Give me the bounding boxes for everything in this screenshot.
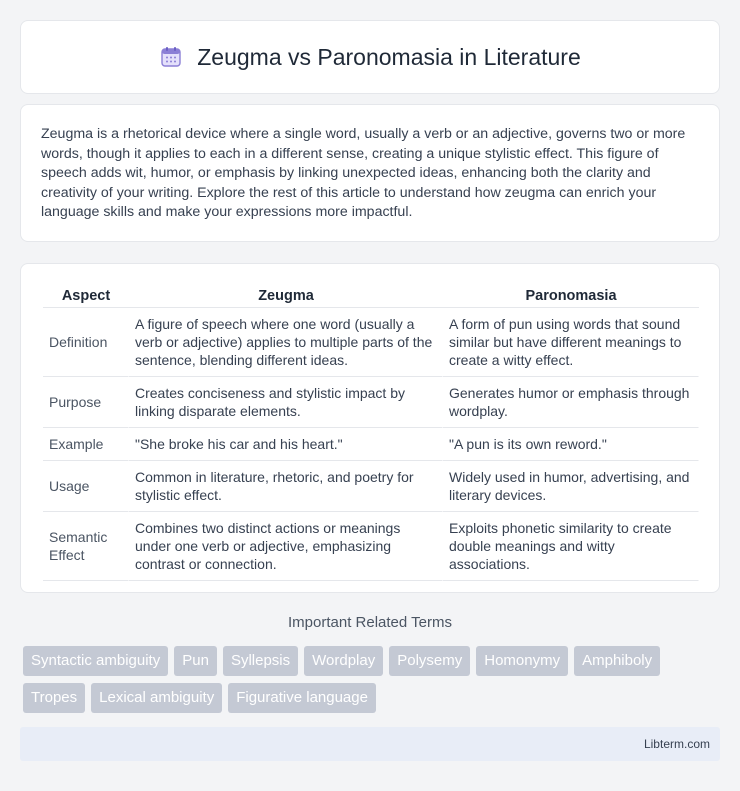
row-zeugma: A figure of speech where one word (usually a verb or adjective) applies to multiple parts of the sentence, blending different ideas. (129, 308, 443, 377)
row-zeugma: Combines two distinct actions or meanings under one verb or adjective, emphasizing contrast or connection. (129, 512, 443, 581)
tag-homonymy[interactable]: Homonymy (476, 646, 568, 676)
tag-amphiboly[interactable]: Amphiboly (574, 646, 660, 676)
row-aspect: Purpose (43, 377, 129, 428)
related-terms-title: Important Related Terms (288, 614, 452, 631)
row-aspect: Usage (43, 461, 129, 512)
tag-wordplay[interactable]: Wordplay (304, 646, 383, 676)
table-row (43, 428, 699, 461)
row-zeugma: Creates conciseness and stylistic impact by linking disparate elements. (129, 377, 443, 428)
tag-syllepsis[interactable]: Syllepsis (223, 646, 298, 676)
tag-figurative-language[interactable]: Figurative language (228, 683, 376, 713)
table-row (43, 512, 699, 581)
row-paronomasia: Widely used in humor, advertising, and literary devices. (443, 461, 699, 512)
row-paronomasia: "A pun is its own reword." (443, 428, 699, 461)
calendar-icon (159, 45, 183, 69)
table-row (43, 308, 699, 377)
row-zeugma: Common in literature, rhetoric, and poetry for stylistic effect. (129, 461, 443, 512)
header-zeugma: Zeugma (129, 284, 443, 308)
row-aspect: Semantic Effect (43, 512, 129, 581)
row-paronomasia: Generates humor or emphasis through wordplay. (443, 377, 699, 428)
tag-tropes[interactable]: Tropes (23, 683, 85, 713)
page-title: Zeugma vs Paronomasia in Literature (197, 43, 581, 70)
header-card (20, 20, 720, 94)
table-row (43, 377, 699, 428)
title-wrap (159, 44, 581, 71)
intro-card (20, 104, 720, 242)
row-paronomasia: A form of pun using words that sound similar but have different meanings to create a witty effect. (443, 308, 699, 377)
tag-polysemy[interactable]: Polysemy (389, 646, 470, 676)
table-row (43, 461, 699, 512)
footer-site-link[interactable]: Libterm.com (643, 737, 710, 751)
related-tags (23, 646, 723, 713)
row-paronomasia: Exploits phonetic similarity to create double meanings and witty associations. (443, 512, 699, 581)
comparison-table (43, 284, 699, 581)
tag-lexical-ambiguity[interactable]: Lexical ambiguity (91, 683, 222, 713)
table-header-row (43, 284, 699, 308)
intro-text: Zeugma is a rhetorical device where a single word, usually a verb or an adjective, governs two or more words, though it applies to each in a different sense, creating a unique stylistic effect. This figure of speech adds wit, humor, or emphasis by linking unexpected ideas, enhancing both the clarity and creativity of your writing. Explore the rest of this article to understand how zeugma can enrich your language skills and make your expressions more impactful. (41, 126, 686, 220)
row-zeugma: "She broke his car and his heart." (129, 428, 443, 461)
tag-pun[interactable]: Pun (174, 646, 217, 676)
footer (20, 727, 720, 761)
row-aspect: Definition (43, 308, 129, 377)
header-paronomasia: Paronomasia (443, 284, 699, 308)
row-aspect: Example (43, 428, 129, 461)
tag-syntactic-ambiguity[interactable]: Syntactic ambiguity (23, 646, 168, 676)
comparison-card (20, 263, 720, 593)
header-aspect: Aspect (43, 284, 129, 308)
